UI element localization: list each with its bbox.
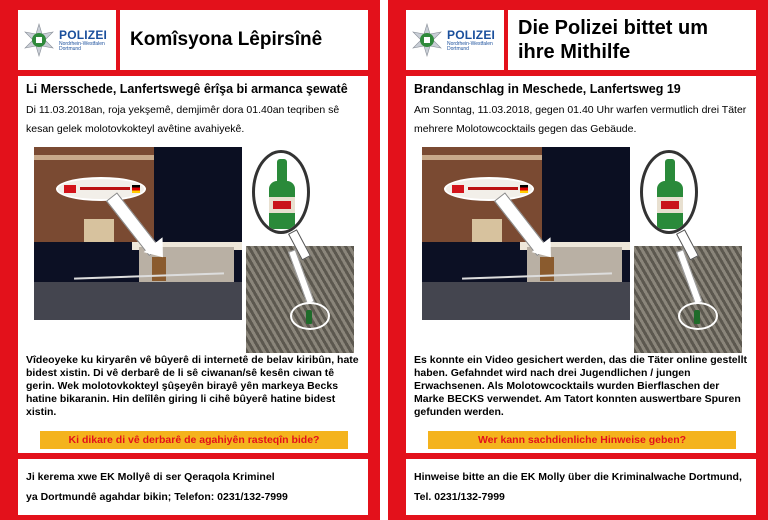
footer-contact [18,459,368,515]
poster-kurdish [0,0,380,520]
police-logo [18,10,116,70]
main-panel [18,76,368,453]
intro-text: Am Sonntag, 11.03.2018, gegen 01.40 Uhr warfen vermutlich drei Täter mehrere Molotowcocktails gegen das Gebäude. [414,104,747,135]
footer-line-2: Tel. 0231/132-7999 [414,491,505,503]
shop-sign [444,177,534,201]
footer-line-1: Hinweise bitte an die EK Molly über die Kriminalwache Dortmund, [414,471,742,483]
police-star-icon [22,23,56,57]
crime-scene-photo [246,246,354,353]
bottle-icon [306,310,312,324]
police-star-icon [410,23,444,57]
headline: Brandanschlag in Meschede, Lanfertsweg 19 [414,82,681,96]
logo-word: POLIZEI [447,27,496,42]
footer-line-2: ya Dortmundê agahdar bikin; Telefon: 0231/132-7999 [26,491,288,503]
headline: Li Mersschede, Lanfertswegê êrîşa bi armanca şewatê [26,82,348,96]
footer-contact [406,459,756,515]
logo-state: Nordrhein-Westfalen [447,40,493,47]
logo-city: Dortmund [447,45,469,52]
poster-title-line-2: ihre Mithilfe [518,41,631,63]
question-banner: Ki dikare di vê derbarê de agahiyên rasteqîn bide? [40,431,348,449]
poster-german [388,0,768,520]
footer-line-1: Ji kerema xwe EK Mollyê di ser Qeraqola Kriminel [26,471,275,483]
poster-title-line-1: Die Polizei bittet um [518,17,709,39]
title-box [508,10,756,70]
body-text: Es konnte ein Video gesichert werden, das die Täter online gestellt haben. Gefahndet wird nach drei Jugendlichen / jungen Erwachsenen. Als Molotowcocktails wurden Bierflaschen der Marke BECKS verwendet. Am Tatort konnten auswertbare Spuren gefunden werden. [414,354,747,418]
building-photo [34,147,242,320]
main-panel [406,76,756,453]
crime-scene-photo [634,246,742,353]
logo-state: Nordrhein-Westfalen [59,40,105,47]
logo-city: Dortmund [59,45,81,52]
body-text: Vîdeoyeke ku kiryarên vê bûyerê di internetê de belav kiribûn, hate bidest xistin. Di vê derbarê de li sê ciwanan/sê kesên ciwan tê gerin. Wek molotovkokteyl şûşeyên birayê yên markeya Becks hatine bikaranin. Hin delîlên giring li cihê bûyerê hatine bidest xistin. [26,354,359,418]
police-logo [406,10,504,70]
beer-bottle-closeup [640,150,698,234]
beer-bottle-closeup [252,150,310,234]
poster-title: Komîsyona Lêpirsînê [130,29,323,50]
shop-sign [56,177,146,201]
building-photo [422,147,630,320]
logo-word: POLIZEI [59,27,108,42]
question-banner: Wer kann sachdienliche Hinweise geben? [428,431,736,449]
bottle-icon [694,310,700,324]
title-box [120,10,368,70]
intro-text: Di 11.03.2018an, roja yekşemê, demjimêr dora 01.40an teqriben sê kesan gelek molotovkokteyl avêtine avahiyekê. [26,104,340,135]
